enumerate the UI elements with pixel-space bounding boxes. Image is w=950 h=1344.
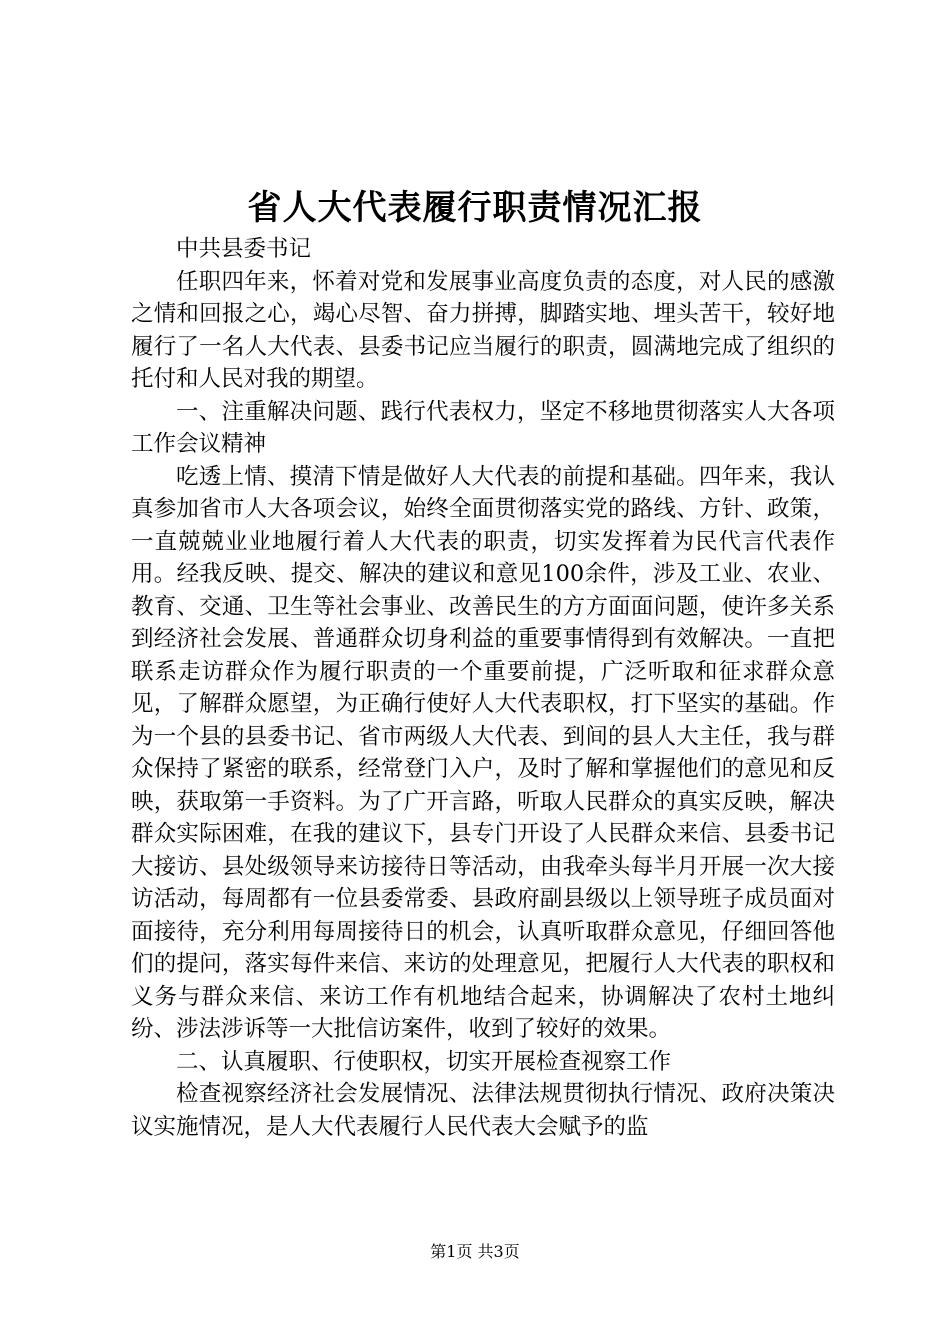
body-paragraph: 检查视察经济社会发展情况、法律法规贯彻执行情况、政府决策决议实施情况，是人大代表履行人民代表大会赋予的监 [131,1081,835,1140]
section-heading: 一、注重解决问题、践行代表权力，坚定不移地贯彻落实人大各项工作会议精神 [131,398,835,457]
body-paragraph: 任职四年来，怀着对党和发展事业高度负责的态度，对人民的感激之情和回报之心，竭心尽智、奋力拼搏，脚踏实地、埋头苦干，较好地履行了一名人大代表、县委书记应当履行的职责，圆满地完成了组织的托付和人民对我的期望。 [131,268,835,392]
document-title: 省人大代表履行职责情况汇报 [247,188,703,228]
document-body [131,233,835,1143]
section-heading: 二、认真履职、行使职权，切实开展检查视察工作 [176,1048,672,1075]
author-line: 中共县委书记 [176,236,312,262]
body-paragraph: 吃透上情、摸清下情是做好人大代表的前提和基础。四年来，我认真参加省市人大各项会议，始终全面贯彻落实党的路线、方针、政策，一直兢兢业业地履行着人大代表的职责，切实发挥着为民代言代表作用。经我反映、提交、解决的建议和意见100余件，涉及工业、农业、教育、交通、卫生等社会事业、改善民生的方方面面问题，使许多关系到经济社会发展、普通群众切身利益的重要事情得到有效解决。一直把联系走访群众作为履行职责的一个重要前提，广泛听取和征求群众意见，了解群众愿望，为正确行使好人大代表职权，打下坚实的基础。作为一个县的县委书记、省市两级人大代表、到间的县人大主任，我与群众保持了紧密的联系，经常登门入户，及时了解和掌握他们的意见和反映，获取第一手资料。为了广开言路，听取人民群众的真实反映，解决群众实际困难，在我的建议下，县专门开设了人民群众来信、县委书记大接访、县处级领导来访接待日等活动，由我牵头每半月开展一次大接访活动，每周都有一位县委常委、县政府副县级以上领导班子成员面对面接待，充分利用每周接待日的机会，认真听取群众意见，仔细回答他们的提问，落实每件来信、来访的处理意见，把履行人大代表的职权和义务与群众来信、来访工作有机地结合起来，协调解决了农村土地纠纷、涉法涉诉等一大批信访案件，收到了较好的效果。 [131,463,835,1042]
page-footer: 第1页 共3页 [430,1242,520,1261]
